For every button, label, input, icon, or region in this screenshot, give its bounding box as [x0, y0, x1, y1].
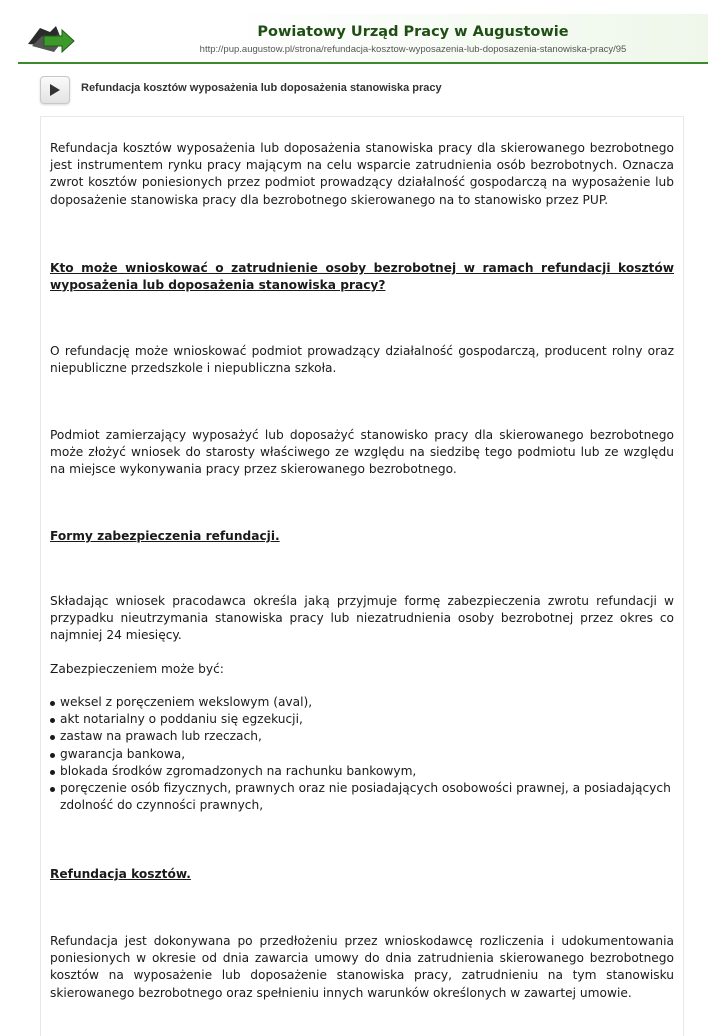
heading-refund: Refundacja kosztów. [50, 867, 191, 881]
who-paragraph: O refundację może wnioskować podmiot prowadzący działalność gospodarczą, producent rolny oraz niepubliczne przedszkole i niepubliczna szkoła. [50, 344, 674, 376]
security-list [50, 694, 674, 814]
security-intro: Zabezpieczeniem może być: [50, 662, 224, 676]
list-item: blokada środków zgromadzonych na rachunku bankowym, [50, 763, 674, 780]
page-title-bar [40, 76, 680, 104]
list-item: gwarancja bankowa, [50, 746, 674, 763]
list-item: akt notarialny o poddaniu się egzekucji, [50, 711, 674, 728]
security-paragraph: Składając wniosek pracodawca określa jaką przyjmuje formę zabezpieczenia zwrotu refundacji w przypadku nieutrzymania stanowiska pracy lub niezatrudnienia osoby bezrobotnej przez okres co najmniej 24 miesięcy. [50, 594, 674, 643]
page-title: Refundacja kosztów wyposażenia lub doposażenia stanowiska pracy [81, 82, 442, 94]
heading-security-forms: Formy zabezpieczenia refundacji. [50, 529, 280, 543]
list-item: zastaw na prawach lub rzeczach, [50, 728, 674, 745]
play-arrow-icon [49, 83, 61, 97]
logo-arrow-icon [26, 22, 76, 56]
list-item: poręczenie osób fizycznych, prawnych oraz nie posiadających osobowości prawnej, a posiadających zdolność do czynności prawnych, [50, 780, 674, 814]
heading-who-can-apply: Kto może wnioskować o zatrudnienie osoby bezrobotnej w ramach refundacji kosztów wyposażenia lub doposażenia stanowiska pracy? [50, 261, 674, 293]
list-item: weksel z poręczeniem wekslowym (aval), [50, 694, 674, 711]
intro-paragraph: Refundacja kosztów wyposażenia lub doposażenia stanowiska pracy dla skierowanego bezrobotnego jest instrumentem rynku pracy mającym na celu wsparcie zatrudnienia osób bezrobotnych. Oznacza zwrot kosztów poniesionych przez podmiot prowadzący działalność gospodarczą na wyposażenie lub doposażenie stanowiska pracy dla bezrobotnego skierowanego na to stanowisko przez PUP. [50, 141, 674, 207]
page-url: http://pup.augustow.pl/strona/refundacja-kosztow-wyposazenia-lub-doposazenia-stanowiska-pracy/95 [199, 44, 627, 55]
article-container [40, 116, 684, 1036]
site-title: Powiatowy Urząd Pracy w Augustowie [257, 24, 569, 40]
arrow-button[interactable] [40, 76, 70, 104]
application-paragraph: Podmiot zamierzający wyposażyć lub doposażyć stanowisko pracy dla skierowanego bezrobotnego może złożyć wniosek do starosty właściwego ze względu na siedzibę tego podmiotu lub ze względu na miejsce wykonywania pracy przez skierowanego bezrobotnego. [50, 428, 674, 477]
refund-paragraph: Refundacja jest dokonywana po przedłożeniu przez wnioskodawcę rozliczenia i udokumentowania poniesionych w okresie od dnia zawarcia umowy do dnia zatrudnienia skierowanego bezrobotnego kosztów na wyposażenie lub doposażenie stanowiska pracy, zatrudnieniu na tym stanowisku skierowanego bezrobotnego oraz spełnieniu innych warunków określonych w zawartej umowie. [50, 934, 674, 1000]
site-header [18, 14, 708, 64]
